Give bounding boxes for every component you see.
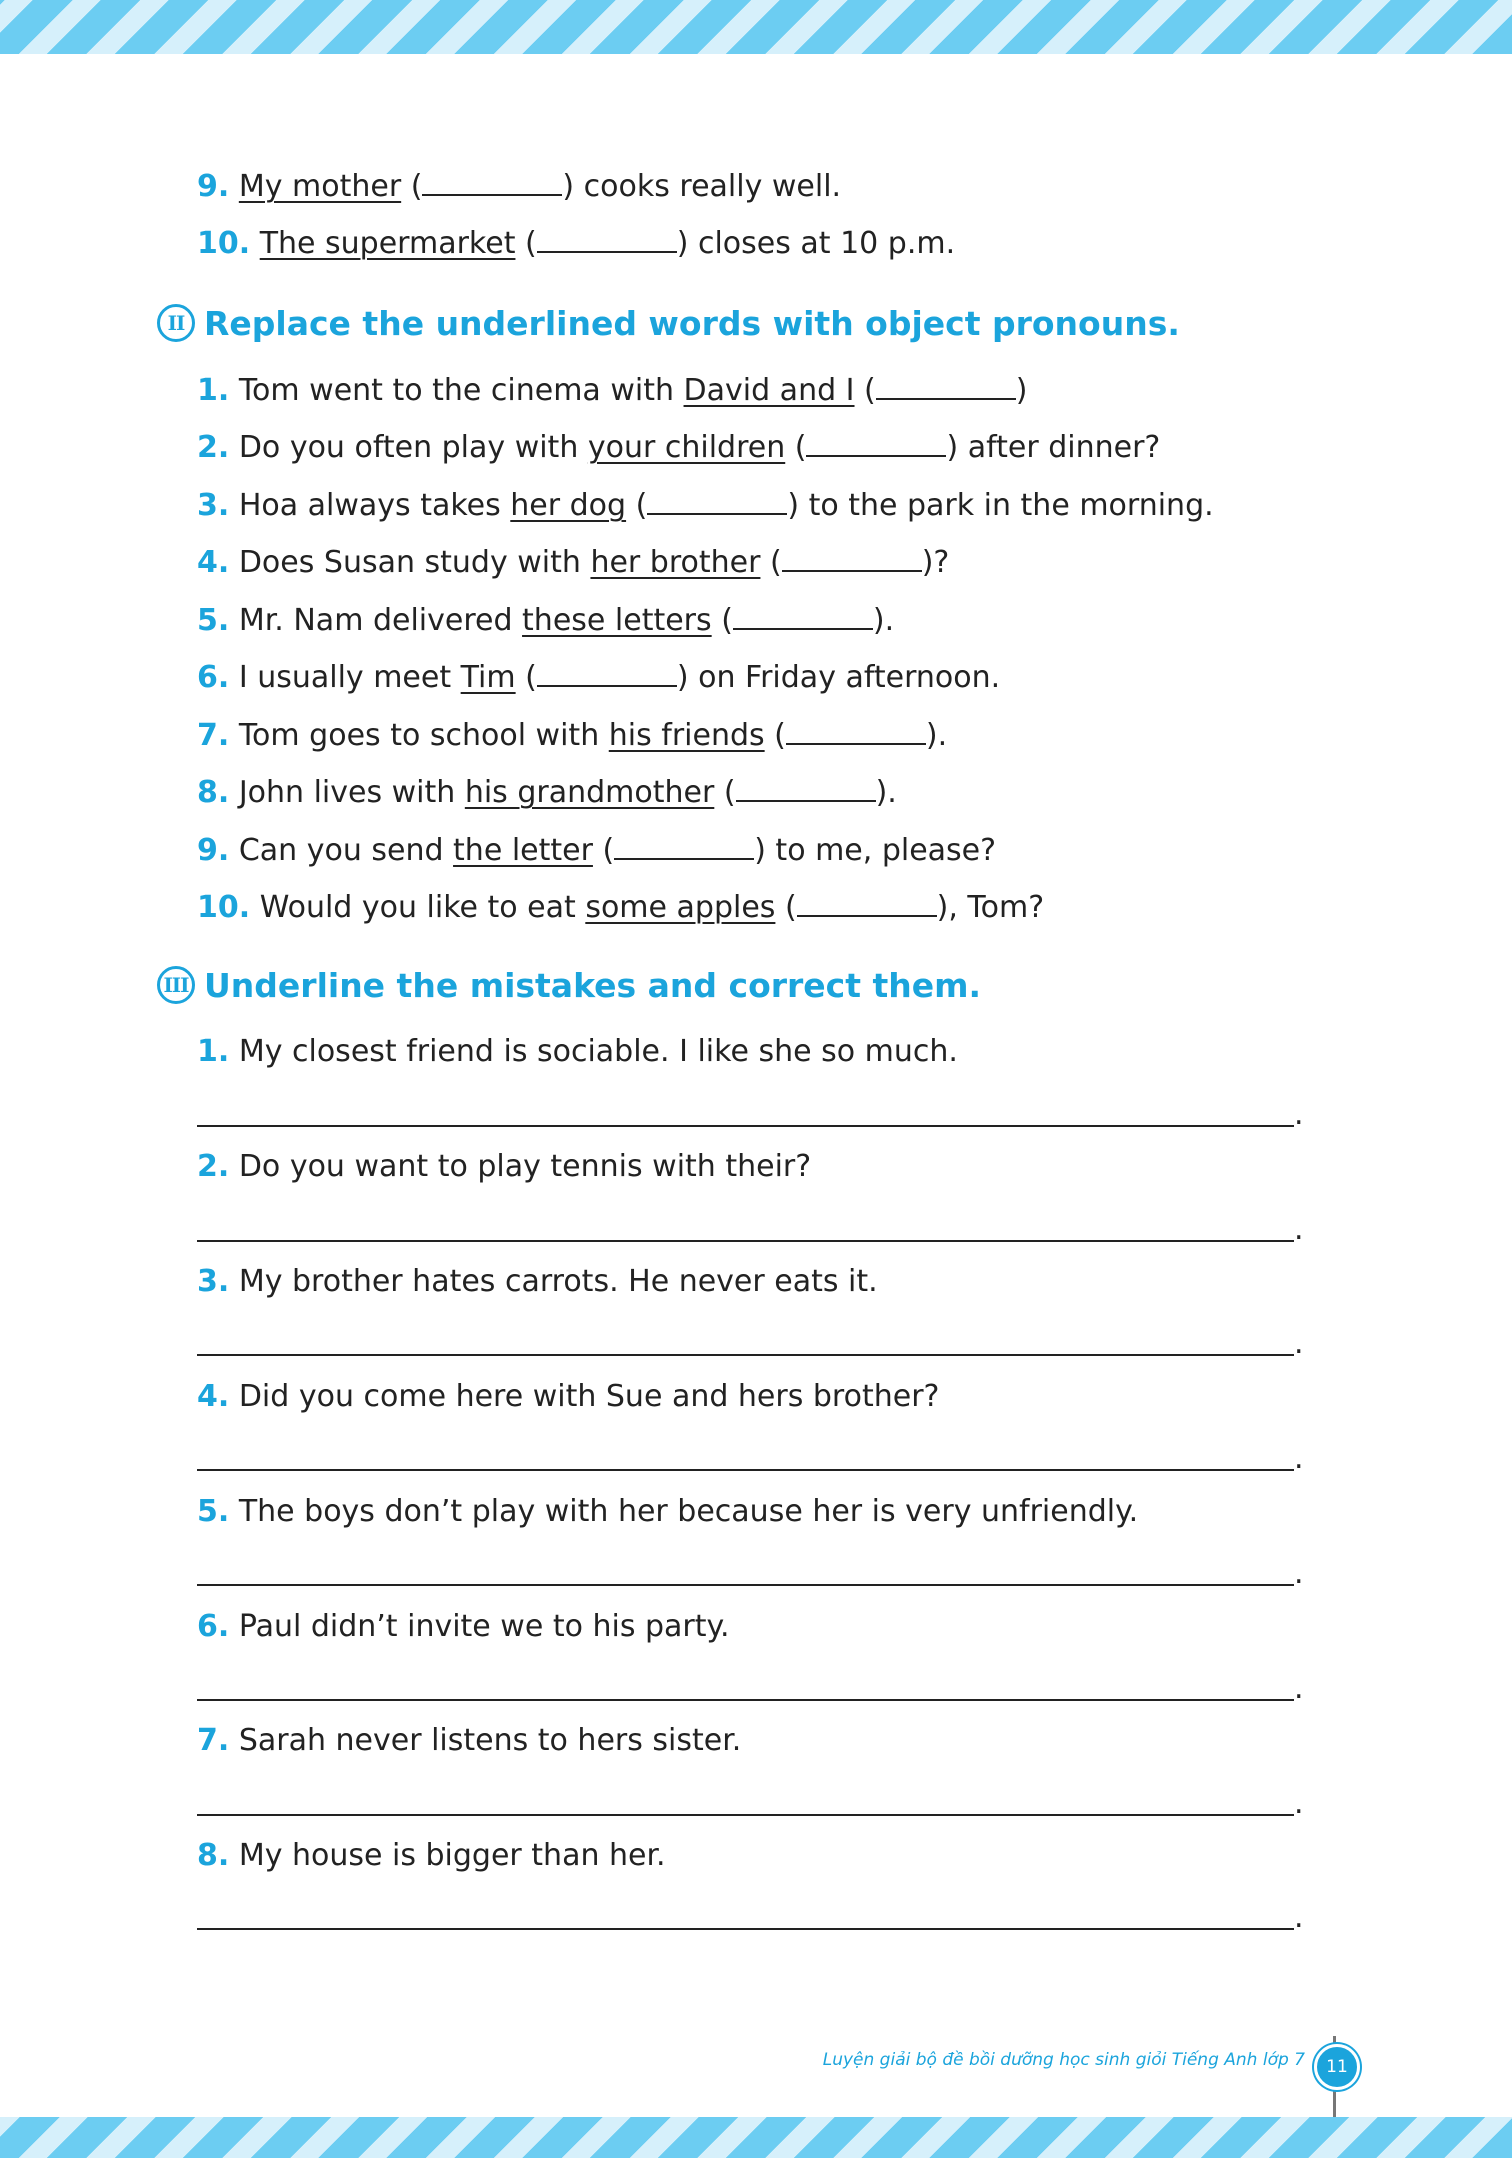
list-item: 2. Do you often play with your children ( ) after dinner? — [197, 430, 1161, 465]
underlined-word: some apples — [585, 890, 776, 925]
list-item: 6. Paul didn’t invite we to his party. — [197, 1609, 730, 1644]
underlined-word: her brother — [590, 545, 761, 580]
section-title: Underline the mistakes and correct them. — [204, 965, 982, 1005]
underlined-word: My mother — [238, 169, 402, 204]
list-item: 10. Would you like to eat some apples ( ), Tom? — [197, 890, 1045, 925]
answer-blank[interactable] — [782, 543, 922, 572]
bottom-stripe-border — [0, 2117, 1512, 2158]
answer-blank[interactable] — [614, 831, 754, 860]
list-item: 1. My closest friend is sociable. I like she so much. — [197, 1034, 958, 1069]
underlined-word: her dog — [510, 488, 627, 523]
answer-line[interactable] — [197, 1240, 1294, 1242]
list-item: 9. Can you send the letter ( ) to me, please? — [197, 833, 997, 868]
list-item: 7. Tom goes to school with his friends ( ). — [197, 718, 948, 753]
answer-blank[interactable] — [422, 167, 562, 196]
answer-blank[interactable] — [797, 888, 937, 917]
list-item: 2. Do you want to play tennis with their? — [197, 1149, 812, 1184]
list-item: 8. John lives with his grandmother ( ). — [197, 775, 897, 810]
answer-line[interactable] — [197, 1469, 1294, 1471]
list-item: 5. Mr. Nam delivered these letters ( ). — [197, 603, 895, 638]
answer-line[interactable] — [197, 1584, 1294, 1586]
section-title: Replace the underlined words with object pronouns. — [204, 303, 1180, 343]
list-item: 4. Does Susan study with her brother ( )? — [197, 545, 950, 580]
answer-line[interactable] — [197, 1814, 1294, 1816]
section-number-badge: III — [157, 966, 195, 1004]
section-heading-ii — [157, 298, 1180, 348]
answer-blank[interactable] — [876, 371, 1016, 400]
underlined-word: his grandmother — [464, 775, 715, 810]
underlined-word: your children — [587, 430, 786, 465]
underlined-word: his friends — [608, 718, 765, 753]
underlined-word: David and I — [683, 373, 855, 408]
list-item: 3. My brother hates carrots. He never eats it. — [197, 1264, 878, 1299]
list-item: 3. Hoa always takes her dog ( ) to the park in the morning. — [197, 488, 1214, 523]
answer-line[interactable] — [197, 1125, 1294, 1127]
list-item: 5. The boys don’t play with her because her is very unfriendly. — [197, 1494, 1139, 1529]
answer-blank[interactable] — [806, 428, 946, 457]
top-stripe-border — [0, 0, 1512, 54]
list-item: 1. Tom went to the cinema with David and I ( ) — [197, 373, 1028, 408]
section-heading-iii — [157, 960, 981, 1010]
answer-blank[interactable] — [786, 716, 926, 745]
underlined-word: these letters — [522, 603, 712, 638]
answer-blank[interactable] — [537, 658, 677, 687]
answer-blank[interactable] — [647, 486, 787, 515]
list-item: 7. Sarah never listens to hers sister. — [197, 1723, 742, 1758]
list-item: 10. The supermarket ( ) closes at 10 p.m. — [197, 226, 956, 261]
list-item: 9. My mother ( ) cooks really well. — [197, 169, 842, 204]
list-item: 6. I usually meet Tim ( ) on Friday afternoon. — [197, 660, 1001, 695]
page-number: 11 — [1314, 2044, 1360, 2090]
answer-line[interactable] — [197, 1354, 1294, 1356]
section-number-badge: II — [157, 304, 195, 342]
answer-line[interactable] — [197, 1928, 1294, 1930]
answer-blank[interactable] — [537, 224, 677, 253]
book-title-footer: Luyện giải bộ đề bồi dưỡng học sinh giỏi Tiếng Anh lớp 7 — [822, 2050, 1305, 2070]
answer-line[interactable] — [197, 1699, 1294, 1701]
underlined-word: Tim — [460, 660, 516, 695]
answer-blank[interactable] — [736, 773, 876, 802]
list-item: 8. My house is bigger than her. — [197, 1838, 666, 1873]
answer-blank[interactable] — [733, 601, 873, 630]
underlined-word: the letter — [453, 833, 593, 868]
list-item: 4. Did you come here with Sue and hers brother? — [197, 1379, 940, 1414]
underlined-word: The supermarket — [259, 226, 516, 261]
